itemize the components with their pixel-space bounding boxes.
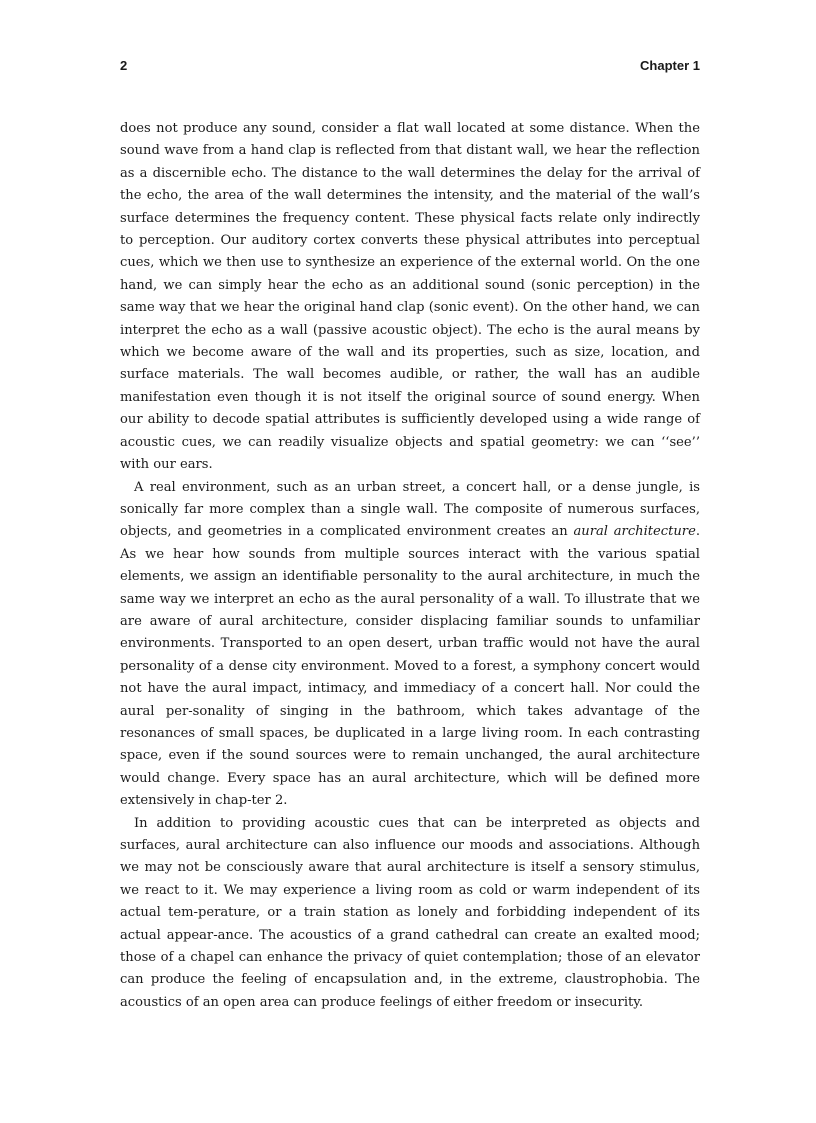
paragraph-2-part-1: A real environment, such as an urban street, a concert hall, or a dense jungle, is sonically far more complex than a single wall. The composite of numerous surfaces, objects, and geometries in a complicated environment creates an	[120, 479, 700, 540]
paragraph-1: does not produce any sound, consider a flat wall located at some distance. When the sound wave from a hand clap is reflected from that distant wall, we hear the reflection as a discernible echo. The distance to the wall determines the delay for the arrival of the echo, the area of the wall determines the intensity, and the material of the wall’s surface determines the frequency content. These physical facts relate only indirectly to perception. Our auditory cortex converts these physical attributes into perceptual cues, which we then use to synthesize an experience of the external world. On the one hand, we can simply hear the echo as an additional sound (sonic perception) in the same way that we hear the original hand clap (sonic event). On the other hand, we can interpret the echo as a wall (passive acoustic object). The echo is the aural means by which we become aware of the wall and its properties, such as size, location, and surface materials. The wall becomes audible, or rather, the wall has an audible manifestation even though it is not itself the original source of sound energy. When our ability to decode spatial attributes is sufficiently developed using a wide range of acoustic cues, we can readily visualize objects and spatial geometry: we can ‘‘see’’ with our ears.	[120, 121, 700, 473]
paragraph-2	[120, 477, 700, 813]
page-number: 2	[120, 58, 128, 73]
running-head: Chapter 1	[640, 58, 700, 73]
body-text	[120, 118, 700, 1014]
paragraph-3: In addition to providing acoustic cues that can be interpreted as objects and surfaces, aural architecture can also influence our moods and associations. Although we may not be consciously aware that aural architecture is itself a sensory stimulus, we react to it. We may experience a living room as cold or warm independent of its actual tem-perature, or a train station as lonely and forbidding independent of its actual appear-ance. The acoustics of a grand cathedral can create an exalted mood; those of a chapel can enhance the privacy of quiet contemplation; those of an elevator can produce the feeling of encapsulation and, in the extreme, claustrophobia. The acoustics of an open area can produce feelings of either freedom or insecurity.	[120, 815, 700, 1010]
page-header	[120, 58, 700, 78]
emphasis-aural-architecture: aural architecture	[573, 524, 696, 540]
paragraph-2-part-2: . As we hear how sounds from multiple sources interact with the various spatial elements, we assign an identifiable personality to the aural architecture, in much the same way we interpret an echo as the aural personality of a wall. To illustrate that we are aware of aural architecture, consider displacing familiar sounds to unfamiliar environments. Transported to an open desert, urban traffic would not have the aural personality of a dense city environment. Moved to a forest, a symphony concert would not have the aural impact, intimacy, and immediacy of a concert hall. Nor could the aural per-sonality of singing in the bathroom, which takes advantage of the resonances of small spaces, be duplicated in a large living room. In each contrasting space, even if the sound sources were to remain unchanged, the aural architecture would change. Every space has an aural architecture, which will be defined more extensively in chap-ter 2.	[120, 524, 700, 809]
